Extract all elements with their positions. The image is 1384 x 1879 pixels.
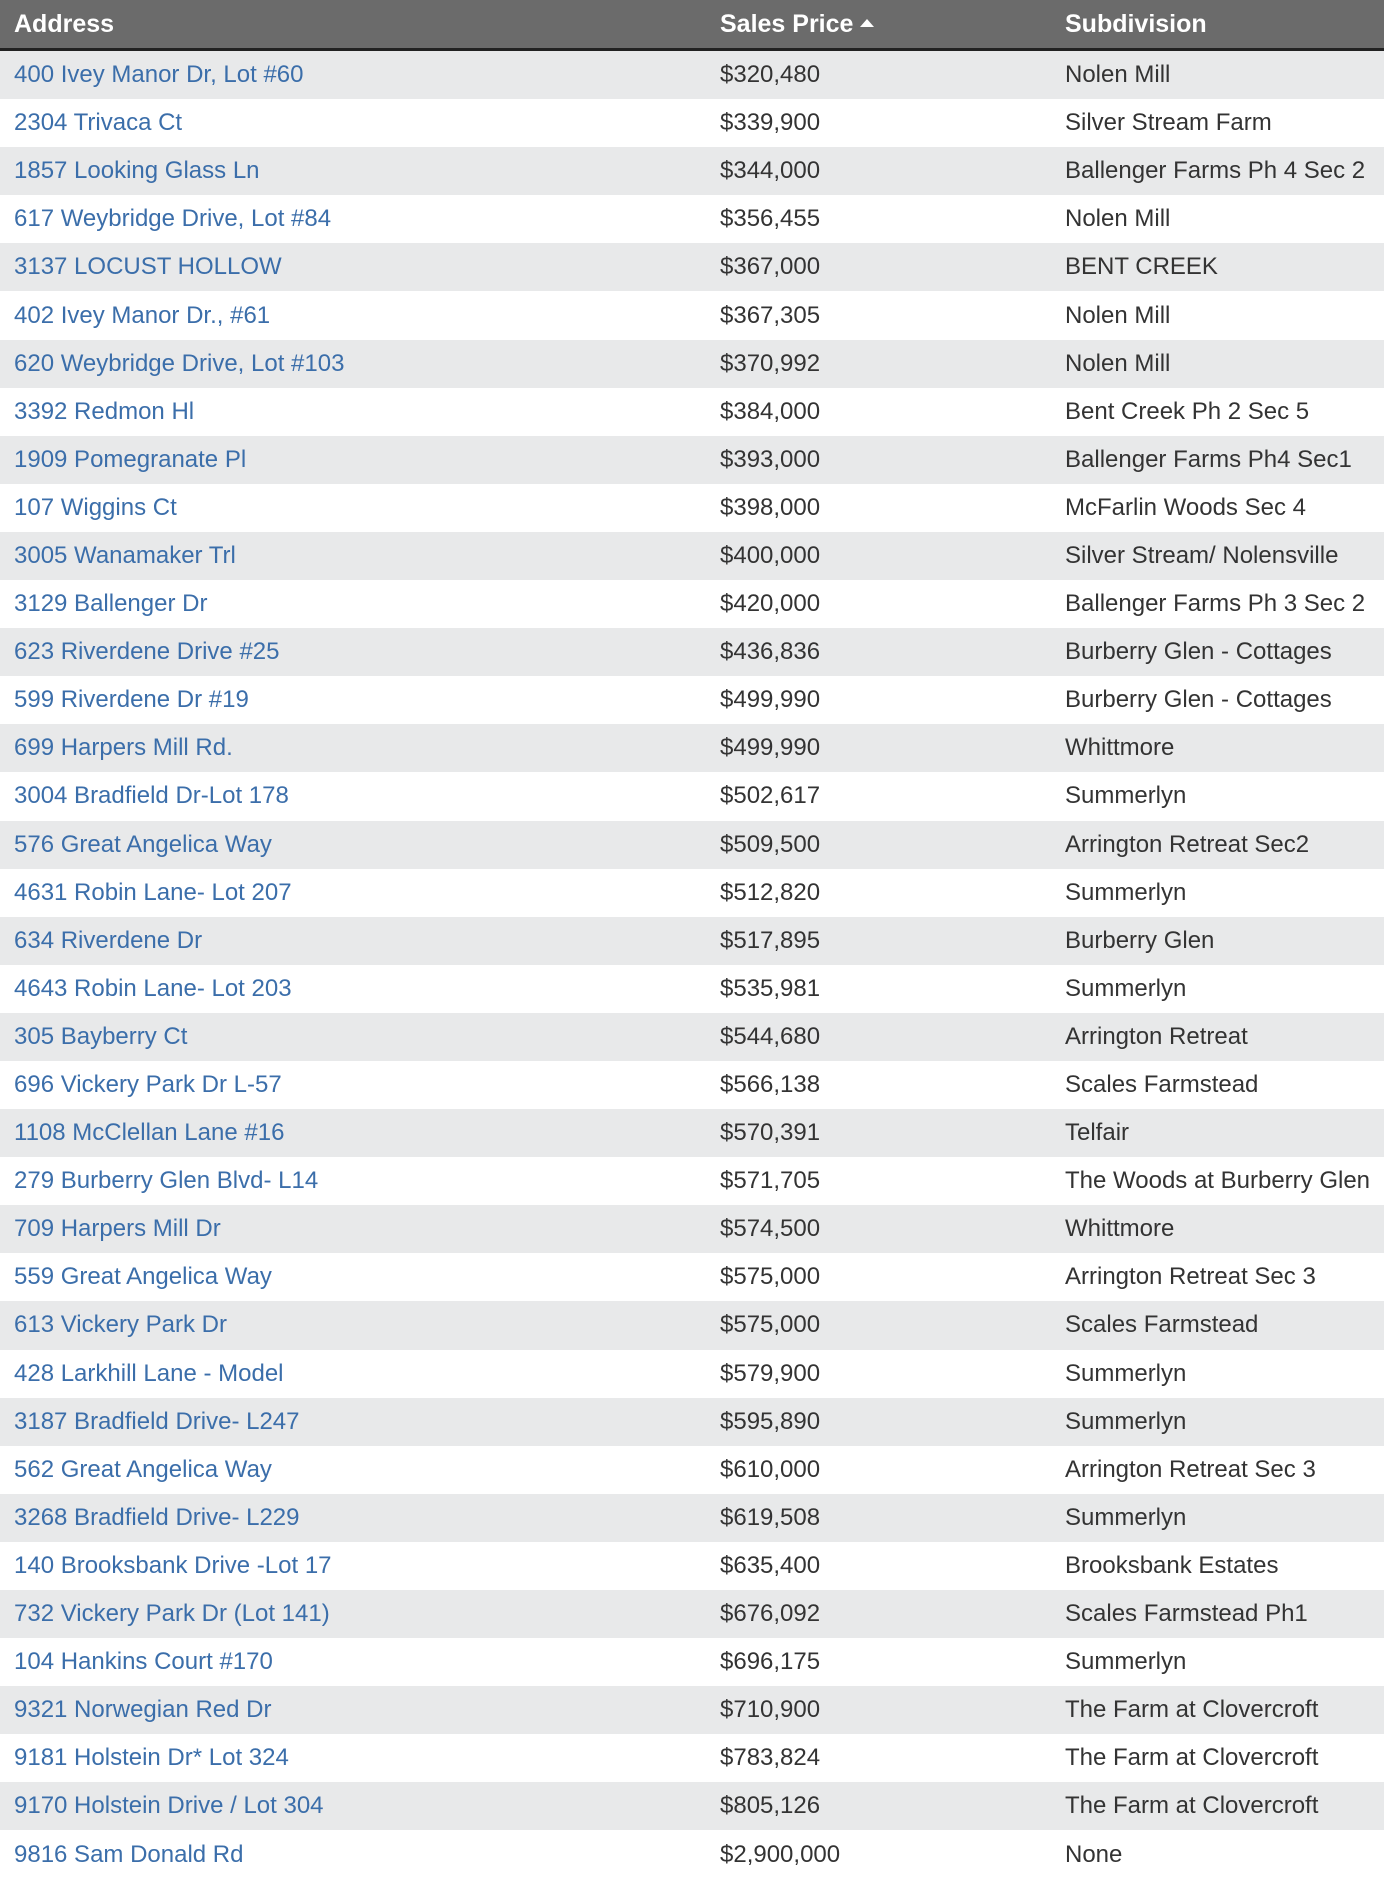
table-row [0,51,1384,99]
address-link[interactable]: 696 Vickery Park Dr L-57 [14,1071,282,1099]
address-cell [0,109,706,137]
table-row [0,436,1384,484]
address-link[interactable]: 617 Weybridge Drive, Lot #84 [14,205,332,233]
sales-price-cell: $783,824 [720,1744,821,1772]
address-link[interactable]: 4643 Robin Lane- Lot 203 [14,974,292,1002]
sales-price-cell: $571,705 [720,1167,821,1195]
column-header-subdivision[interactable] [1051,0,1384,48]
table-row [0,532,1384,580]
sales-price-cell: $610,000 [720,1455,821,1483]
address-cell [0,686,706,714]
address-link[interactable]: 1909 Pomegranate Pl [14,445,247,473]
table-row [0,340,1384,388]
sales-price-cell: $570,391 [720,1119,821,1147]
address-cell [0,1167,706,1195]
table-row [0,628,1384,676]
subdivision-cell: Summerlyn [1065,1359,1187,1387]
address-cell [0,1504,706,1532]
sales-price-cell: $2,900,000 [720,1840,841,1868]
address-cell [0,1792,706,1820]
sales-price-cell: $805,126 [720,1792,821,1820]
sales-price-cell: $400,000 [720,541,821,569]
table-row [0,917,1384,965]
table-row [0,484,1384,532]
table-row [0,1109,1384,1157]
address-cell [0,1648,706,1676]
subdivision-cell: Nolen Mill [1065,205,1171,233]
table-row [0,1301,1384,1349]
address-link[interactable]: 9181 Holstein Dr* Lot 324 [14,1744,289,1772]
subdivision-cell: Nolen Mill [1065,61,1171,89]
address-cell [0,1744,706,1772]
subdivision-cell: The Farm at Clovercroft [1065,1744,1319,1772]
address-link[interactable]: 613 Vickery Park Dr [14,1311,227,1339]
address-cell [0,1215,706,1243]
table-row [0,1734,1384,1782]
table-row [0,965,1384,1013]
subdivision-cell: BENT CREEK [1065,253,1218,281]
address-link[interactable]: 279 Burberry Glen Blvd- L14 [14,1167,319,1195]
sales-price-cell: $370,992 [720,349,821,377]
subdivision-cell: Ballenger Farms Ph 4 Sec 2 [1065,157,1366,185]
address-cell [0,1841,706,1869]
table-row [0,1253,1384,1301]
table-row [0,388,1384,436]
subdivision-cell: Silver Stream Farm [1065,109,1272,137]
address-link[interactable]: 709 Harpers Mill Dr [14,1215,221,1243]
address-cell [0,1023,706,1051]
subdivision-cell: Arrington Retreat [1065,1022,1248,1050]
address-cell [0,927,706,955]
address-link[interactable]: 3005 Wanamaker Trl [14,541,236,569]
address-cell [0,205,706,233]
address-link[interactable]: 9170 Holstein Drive / Lot 304 [14,1792,324,1820]
sales-price-cell: $499,990 [720,734,821,762]
subdivision-cell: McFarlin Woods Sec 4 [1065,493,1306,521]
column-header-sales-price[interactable] [706,0,1051,48]
subdivision-cell: Whittmore [1065,734,1175,762]
address-cell [0,1263,706,1291]
sales-price-cell: $676,092 [720,1600,821,1628]
address-cell [0,831,706,859]
address-cell [0,1456,706,1484]
sales-price-cell: $499,990 [720,686,821,714]
address-link[interactable]: 140 Brooksbank Drive -Lot 17 [14,1551,332,1579]
sales-price-cell: $356,455 [720,205,821,233]
sales-price-cell: $535,981 [720,974,821,1002]
address-link[interactable]: 1857 Looking Glass Ln [14,157,260,185]
subdivision-cell: Bent Creek Ph 2 Sec 5 [1065,397,1310,425]
sales-price-cell: $436,836 [720,638,821,666]
address-cell [0,638,706,666]
sales-price-cell: $579,900 [720,1359,821,1387]
address-cell [0,350,706,378]
address-link[interactable]: 4631 Robin Lane- Lot 207 [14,878,292,906]
address-link[interactable]: 104 Hankins Court #170 [14,1648,273,1676]
address-link[interactable]: 305 Bayberry Ct [14,1022,188,1050]
address-cell [0,253,706,281]
address-link[interactable]: 3004 Bradfield Dr-Lot 178 [14,782,289,810]
sales-price-cell: $696,175 [720,1648,821,1676]
address-cell [0,1552,706,1580]
table-row [0,869,1384,917]
sales-price-cell: $575,000 [720,1263,821,1291]
table-header [0,0,1384,51]
sales-price-cell: $344,000 [720,157,821,185]
address-cell [0,1696,706,1724]
address-link[interactable]: 3129 Ballenger Dr [14,590,208,618]
table-row [0,291,1384,339]
address-link[interactable]: 1108 McClellan Lane #16 [14,1119,285,1147]
address-link[interactable]: 428 Larkhill Lane - Model [14,1359,284,1387]
address-link[interactable]: 599 Riverdene Dr #19 [14,686,249,714]
sales-price-cell: $595,890 [720,1407,821,1435]
address-cell [0,879,706,907]
sales-price-cell: $517,895 [720,926,821,954]
address-cell [0,302,706,330]
sales-price-cell: $420,000 [720,590,821,618]
table-row [0,580,1384,628]
address-cell [0,1360,706,1388]
address-cell [0,590,706,618]
table-row [0,1590,1384,1638]
table-row [0,1686,1384,1734]
address-link[interactable]: 3137 LOCUST HOLLOW [14,253,282,281]
address-cell [0,1311,706,1339]
address-cell [0,1600,706,1628]
address-link[interactable]: 9816 Sam Donald Rd [14,1840,244,1868]
sales-price-cell: $574,500 [720,1215,821,1243]
table-body [0,51,1384,1879]
address-cell [0,542,706,570]
table-row [0,243,1384,291]
subdivision-cell: The Farm at Clovercroft [1065,1792,1319,1820]
address-link[interactable]: 562 Great Angelica Way [14,1455,272,1483]
table-row [0,1494,1384,1542]
table-row [0,195,1384,243]
subdivision-cell: Arrington Retreat Sec 3 [1065,1263,1316,1291]
subdivision-cell: Brooksbank Estates [1065,1551,1279,1579]
table-row [0,1638,1384,1686]
subdivision-cell: Arrington Retreat Sec 3 [1065,1455,1316,1483]
address-cell [0,1071,706,1099]
address-link[interactable]: 576 Great Angelica Way [14,830,272,858]
address-link[interactable]: 3187 Bradfield Drive- L247 [14,1407,300,1435]
address-link[interactable]: 699 Harpers Mill Rd. [14,734,233,762]
address-link[interactable]: 402 Ivey Manor Dr., #61 [14,301,271,329]
sales-price-cell: $320,480 [720,61,821,89]
sales-price-cell: $502,617 [720,782,821,810]
subdivision-cell: Ballenger Farms Ph4 Sec1 [1065,445,1352,473]
sales-price-cell: $339,900 [720,109,821,137]
column-header-address-label: Address [14,9,115,38]
address-link[interactable]: 9321 Norwegian Red Dr [14,1696,272,1724]
address-link[interactable]: 2304 Trivaca Ct [14,109,183,137]
address-link[interactable]: 400 Ivey Manor Dr, Lot #60 [14,61,304,89]
sales-price-cell: $367,305 [720,301,821,329]
table-row [0,1446,1384,1494]
sales-price-cell: $367,000 [720,253,821,281]
address-link[interactable]: 107 Wiggins Ct [14,493,177,521]
column-header-sales-price-label: Sales Price [720,9,854,38]
address-cell [0,1119,706,1147]
address-cell [0,494,706,522]
subdivision-cell: Summerlyn [1065,1648,1187,1676]
subdivision-cell: Nolen Mill [1065,349,1171,377]
table-row [0,772,1384,820]
table-row [0,147,1384,195]
address-cell [0,61,706,89]
address-link[interactable]: 732 Vickery Park Dr (Lot 141) [14,1600,330,1628]
subdivision-cell: Silver Stream/ Nolensville [1065,541,1339,569]
subdivision-cell: Summerlyn [1065,974,1187,1002]
table-row [0,821,1384,869]
sort-ascending-icon[interactable] [860,19,874,27]
subdivision-cell: Summerlyn [1065,1503,1187,1531]
table-row [0,1830,1384,1878]
address-cell [0,157,706,185]
table-row [0,1398,1384,1446]
address-cell [0,446,706,474]
subdivision-cell: Scales Farmstead [1065,1311,1259,1339]
sales-price-cell: $512,820 [720,878,821,906]
table-row [0,1061,1384,1109]
subdivision-cell: Scales Farmstead [1065,1071,1259,1099]
address-cell [0,782,706,810]
table-row [0,1782,1384,1830]
address-cell [0,1408,706,1436]
address-link[interactable]: 634 Riverdene Dr [14,926,203,954]
sales-price-cell: $398,000 [720,493,821,521]
address-link[interactable]: 620 Weybridge Drive, Lot #103 [14,349,345,377]
subdivision-cell: Scales Farmstead Ph1 [1065,1600,1308,1628]
column-header-address[interactable] [0,0,706,48]
subdivision-cell: Burberry Glen [1065,926,1215,954]
address-link[interactable]: 3392 Redmon Hl [14,397,195,425]
subdivision-cell: Whittmore [1065,1215,1175,1243]
sales-price-cell: $393,000 [720,445,821,473]
sales-price-cell: $635,400 [720,1551,821,1579]
subdivision-cell: Ballenger Farms Ph 3 Sec 2 [1065,590,1366,618]
table-row [0,1157,1384,1205]
sales-price-cell: $566,138 [720,1071,821,1099]
sales-price-cell: $619,508 [720,1503,821,1531]
address-link[interactable]: 623 Riverdene Drive #25 [14,638,280,666]
table-row [0,1542,1384,1590]
subdivision-cell: Telfair [1065,1119,1130,1147]
subdivision-cell: Nolen Mill [1065,301,1171,329]
table-row [0,1350,1384,1398]
subdivision-cell: Burberry Glen - Cottages [1065,638,1332,666]
sales-price-cell: $575,000 [720,1311,821,1339]
subdivision-cell: The Woods at Burberry Glen [1065,1167,1371,1195]
subdivision-cell: Summerlyn [1065,878,1187,906]
address-link[interactable]: 3268 Bradfield Drive- L229 [14,1503,300,1531]
table-row [0,1013,1384,1061]
table-row [0,724,1384,772]
subdivision-cell: Summerlyn [1065,1407,1187,1435]
address-cell [0,975,706,1003]
subdivision-cell: The Farm at Clovercroft [1065,1696,1319,1724]
table-row [0,1205,1384,1253]
address-cell [0,734,706,762]
subdivision-cell: None [1065,1840,1123,1868]
sales-price-cell: $710,900 [720,1696,821,1724]
column-header-subdivision-label: Subdivision [1065,9,1207,38]
table-row [0,676,1384,724]
subdivision-cell: Summerlyn [1065,782,1187,810]
sales-price-cell: $544,680 [720,1022,821,1050]
address-link[interactable]: 559 Great Angelica Way [14,1263,272,1291]
subdivision-cell: Arrington Retreat Sec2 [1065,830,1310,858]
sales-price-cell: $384,000 [720,397,821,425]
sales-price-cell: $509,500 [720,830,821,858]
table-row [0,99,1384,147]
subdivision-cell: Burberry Glen - Cottages [1065,686,1332,714]
address-cell [0,398,706,426]
